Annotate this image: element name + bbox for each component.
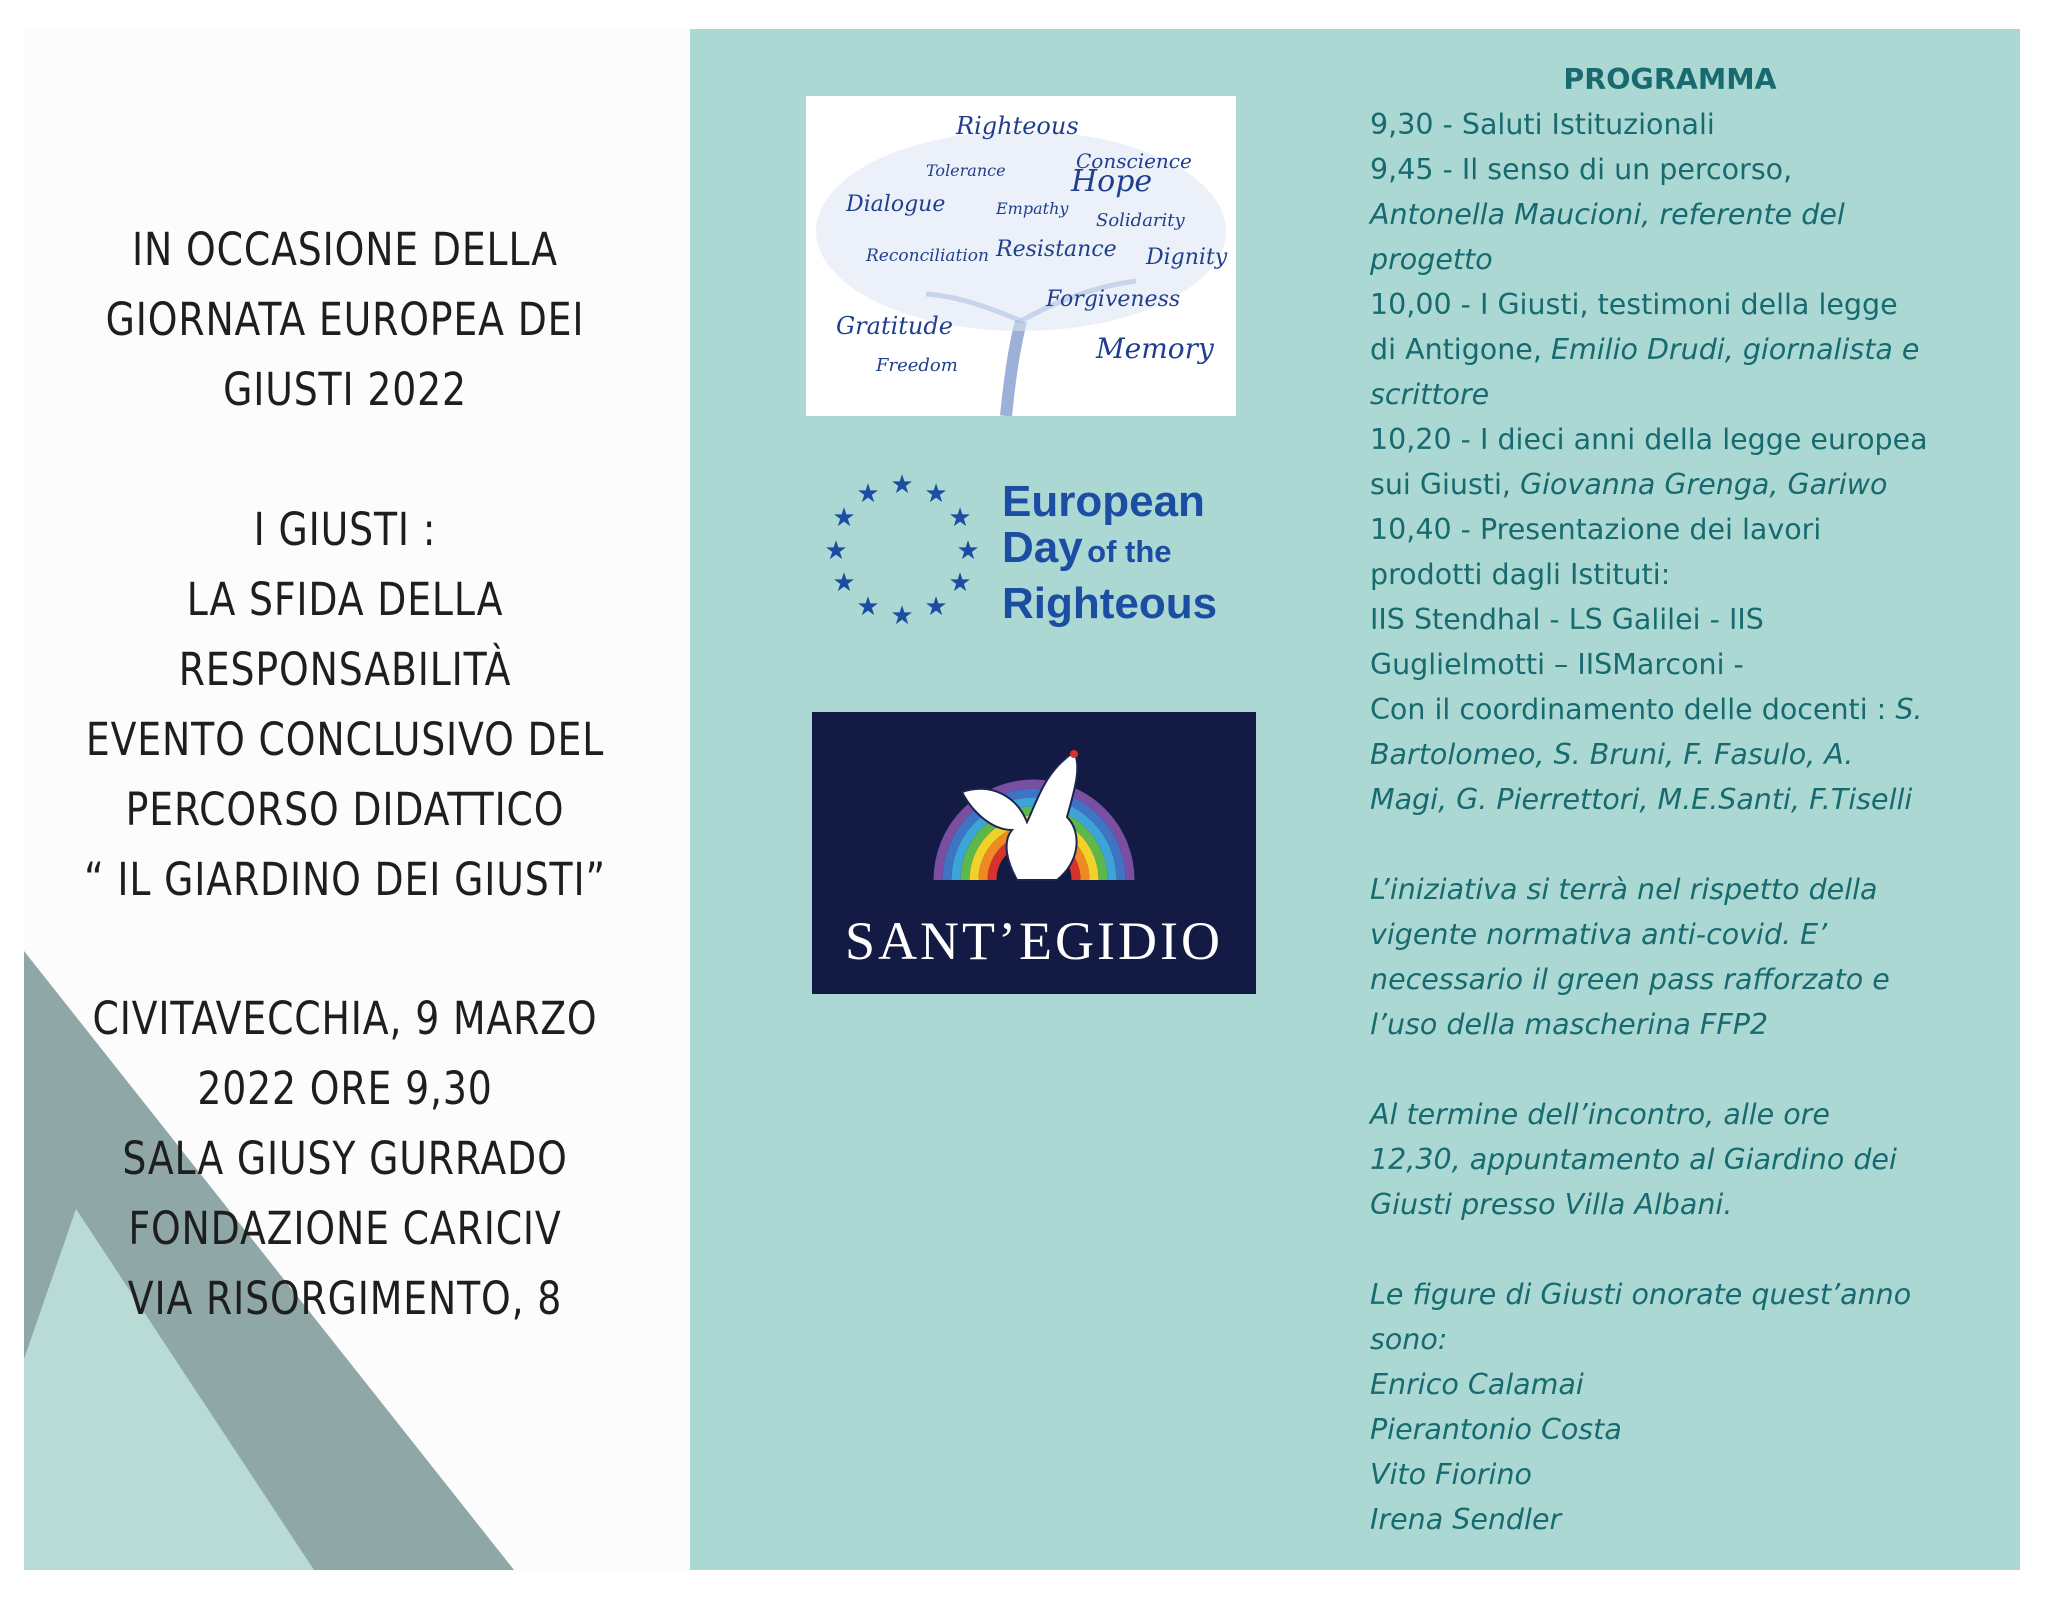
tree-word: Hope (1071, 164, 1153, 199)
european-day-text (1002, 479, 1217, 627)
tree-word: Dignity (1146, 245, 1228, 270)
title-line: PERCORSO DIDATTICO (125, 783, 565, 836)
programma-title: PROGRAMMA (1563, 63, 1777, 96)
tree-word: Empathy (996, 199, 1069, 218)
notice-line: l’uso della mascherina FFP2 (1370, 1008, 1769, 1041)
programma-item: progetto (1370, 243, 1493, 276)
dove-rainbow-icon (812, 712, 1256, 912)
svg-text:★: ★ (856, 479, 880, 509)
programma-item: 10,40 - Presentazione dei lavori (1370, 513, 1822, 546)
tree-word: Dialogue (846, 192, 946, 217)
left-panel (24, 29, 690, 1570)
programma-item: Antonella Maucioni, referente del (1370, 198, 1845, 231)
tree-word: Reconciliation (866, 246, 989, 266)
title-line: EVENTO CONCLUSIVO DEL (85, 713, 605, 766)
title-line: LA SFIDA DELLA (186, 573, 504, 626)
intro-line: GIORNATA EUROPEA DEI (105, 293, 585, 346)
tree-word: Memory (1096, 332, 1214, 365)
title-line: “ IL GIARDINO DEI GIUSTI” (84, 853, 606, 906)
svg-text:★: ★ (948, 503, 972, 533)
details-line: CIVITAVECCHIA, 9 MARZO (92, 992, 598, 1045)
details-line: SALA GIUSY GURRADO (122, 1132, 568, 1185)
intro-line: GIUSTI 2022 (223, 363, 467, 416)
eu-stars-icon (812, 469, 992, 629)
intro-line: IN OCCASIONE DELLA (132, 223, 558, 276)
details-line: VIA RISORGIMENTO, 8 (127, 1272, 563, 1325)
svg-text:★: ★ (832, 503, 856, 533)
notice-line: necessario il green pass rafforzato e (1370, 963, 1890, 996)
programma-item: Bartolomeo, S. Bruni, F. Fasulo, A. (1370, 738, 1854, 771)
details-line: 2022 ORE 9,30 (197, 1062, 493, 1115)
honoree-name: Pierantonio Costa (1370, 1413, 1622, 1446)
notice-line: L’iniziativa si terrà nel rispetto della (1370, 873, 1878, 906)
tree-word: Gratitude (836, 312, 953, 340)
european-day-logo (812, 469, 1262, 629)
santegidio-logo (812, 712, 1256, 994)
closing-line: Giusti presso Villa Albani. (1370, 1188, 1733, 1221)
programma-item: scrittore (1370, 378, 1490, 411)
svg-text:★: ★ (832, 568, 856, 598)
word-tree-icon (806, 96, 1236, 416)
honorees-intro-line: sono: (1370, 1323, 1448, 1356)
programma-item: 10,00 - I Giusti, testimoni della legge (1370, 288, 1898, 321)
programma-item: Guglielmotti – IISMarconi - (1370, 648, 1744, 681)
svg-text:★: ★ (956, 536, 980, 566)
title-line: RESPONSABILITÀ (178, 643, 512, 696)
event-intro (75, 215, 614, 425)
honoree-name: Vito Fiorino (1370, 1458, 1532, 1491)
tree-word: Solidarity (1096, 210, 1185, 231)
svg-text:★: ★ (890, 601, 914, 629)
notice-line: vigente normativa anti-covid. E’ (1370, 918, 1828, 951)
closing-note (1370, 1092, 2010, 1227)
tree-word: Resistance (996, 237, 1117, 262)
eu-line-1: European (1002, 477, 1205, 526)
closing-line: 12,30, appuntamento al Giardino dei (1370, 1143, 1897, 1176)
honorees-section (1370, 1272, 2010, 1542)
programma-item: di Antigone, Emilio Drudi, giornalista e (1370, 333, 1920, 366)
title-line: I GIUSTI : (253, 503, 437, 556)
svg-text:★: ★ (824, 536, 848, 566)
svg-text:★: ★ (948, 568, 972, 598)
tree-word: Freedom (876, 355, 958, 376)
honoree-name: Irena Sendler (1370, 1503, 1562, 1536)
programma-item: 9,45 - Il senso di un percorso, (1370, 153, 1793, 186)
covid-notice (1370, 867, 2010, 1047)
tree-word: Conscience (1076, 149, 1192, 173)
details-line: FONDAZIONE CARICIV (128, 1202, 562, 1255)
closing-line: Al termine dell’incontro, alle ore (1370, 1098, 1830, 1131)
santegidio-name: SANT’EGIDIO (845, 911, 1223, 971)
eu-line-2-small: of the (1087, 534, 1172, 569)
honoree-name: Enrico Calamai (1370, 1368, 1584, 1401)
honorees-intro-line: Le figure di Giusti onorate quest’anno (1370, 1278, 1912, 1311)
tree-word: Righteous (956, 112, 1079, 140)
eu-line-3: Righteous (1002, 579, 1218, 628)
tree-word: Tolerance (926, 161, 1006, 180)
programma-item: prodotti dagli Istituti: (1370, 558, 1671, 591)
programma-item: Magi, G. Pierrettori, M.E.Santi, F.Tiselli (1370, 783, 1913, 816)
svg-text:★: ★ (924, 479, 948, 509)
svg-text:★: ★ (924, 592, 948, 622)
svg-text:★: ★ (856, 592, 880, 622)
programma-item: 9,30 - Saluti Istituzionali (1370, 108, 1715, 141)
programma-item: IIS Stendhal - LS Galilei - IIS (1370, 603, 1764, 636)
programma-item: sui Giusti, Giovanna Grenga, Gariwo (1370, 468, 1888, 501)
svg-text:★: ★ (890, 470, 914, 500)
righteous-tree-image (806, 96, 1236, 416)
right-panel (690, 29, 2020, 1570)
programma-item: Con il coordinamento delle docenti : S. (1370, 693, 1923, 726)
programma-section (1370, 57, 2010, 1542)
tree-word: Forgiveness (1046, 287, 1181, 312)
programma-list (1370, 102, 2010, 822)
programma-item: 10,20 - I dieci anni della legge europea (1370, 423, 1928, 456)
event-title (75, 495, 614, 915)
event-details (75, 984, 614, 1334)
eu-line-2-big: Day (1002, 523, 1083, 572)
